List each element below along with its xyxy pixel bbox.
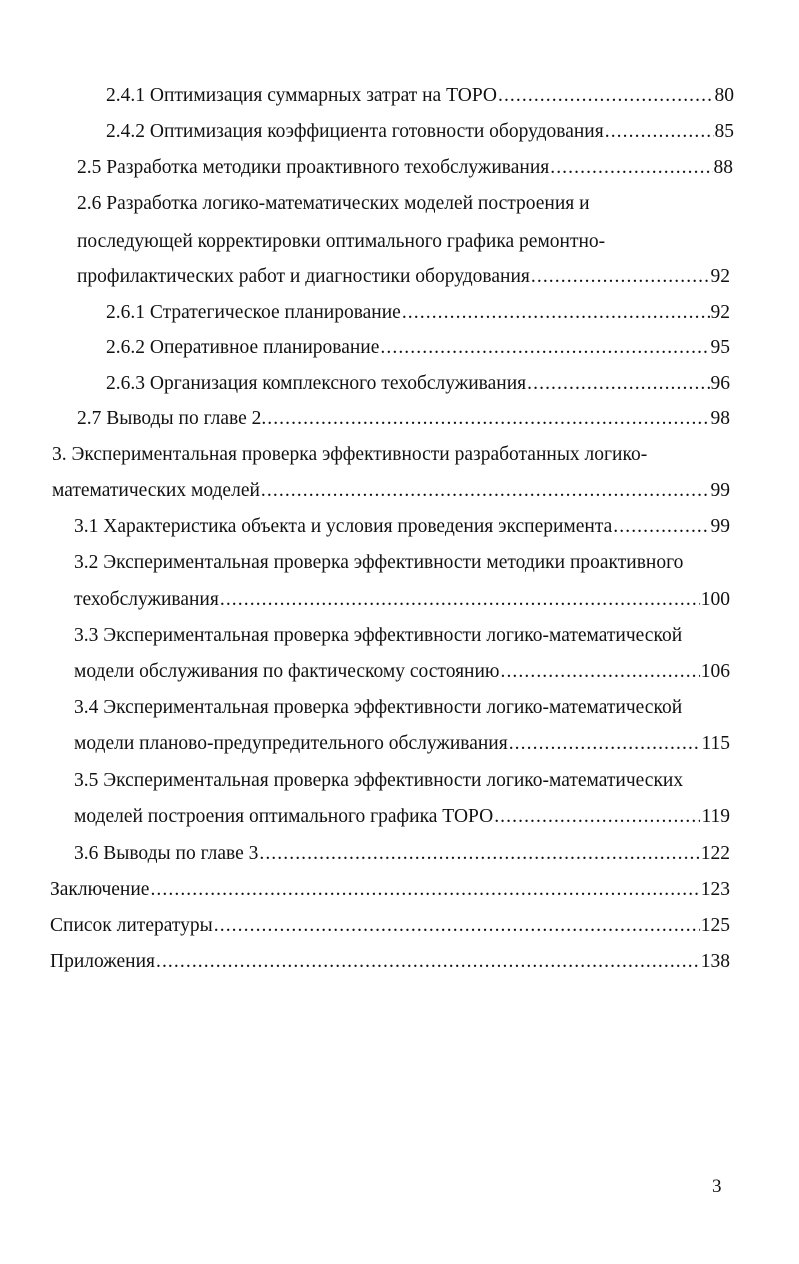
toc-entry-title: Приложения	[50, 951, 155, 972]
toc-entry-title: 2.7 Выводы по главе 2.	[77, 408, 267, 429]
toc-entry-title: Заключение	[50, 879, 150, 900]
toc-entry-title: 2.6.3 Организация комплексного техобслуживания	[106, 373, 527, 394]
toc-entry-title: Список литературы	[50, 915, 213, 936]
dot-leader	[527, 369, 709, 399]
dot-leader	[402, 298, 710, 328]
dot-leader	[380, 333, 709, 363]
dot-leader	[267, 404, 709, 434]
toc-entry-2-6	[77, 262, 730, 292]
toc-entry-page: 122	[700, 843, 730, 864]
toc-entry-page: 80	[714, 85, 734, 106]
toc-entry-appendix	[50, 947, 730, 977]
toc-entry-2-6-2	[106, 333, 730, 363]
toc-entry-2-4-2	[106, 117, 734, 147]
toc-entry-3-2	[74, 585, 730, 615]
toc-entry-page: 99	[710, 516, 730, 537]
dot-leader	[613, 512, 709, 542]
toc-entry-page: 100	[700, 589, 730, 610]
toc-entry-title: 2.4.2 Оптимизация коэффициента готовности оборудования	[106, 121, 604, 142]
dot-leader	[531, 262, 710, 292]
toc-entry-page: 96	[710, 373, 730, 394]
dot-leader	[156, 947, 700, 977]
toc-entry-3-5	[74, 802, 730, 832]
dot-leader	[494, 802, 700, 832]
dot-leader	[150, 875, 699, 905]
toc-entry-page: 88	[713, 157, 733, 178]
toc-entry-title: профилактических работ и диагностики оборудования	[77, 266, 530, 287]
dot-leader	[605, 117, 714, 147]
dot-leader	[500, 657, 699, 687]
dot-leader	[509, 729, 701, 759]
toc-entry-page: 98	[710, 408, 730, 429]
toc-entry-3-4	[74, 729, 730, 759]
toc-entry-page: 138	[700, 951, 730, 972]
toc-entry-page: 92	[710, 266, 730, 287]
dot-leader	[214, 911, 700, 941]
toc-entry-title: модели обслуживания по фактическому состоянию	[74, 661, 500, 682]
dot-leader	[220, 585, 700, 615]
dot-leader	[550, 153, 712, 183]
toc-entry-3-3	[74, 657, 730, 687]
toc-entry-title: 2.6.2 Оперативное планирование	[106, 337, 380, 358]
toc-entry-title: техобслуживания	[74, 589, 219, 610]
page-number: 3	[712, 1176, 722, 1197]
dot-leader	[498, 81, 714, 111]
toc-entry-3-4-line1: 3.4 Экспериментальная проверка эффективности логико-математической	[74, 697, 683, 718]
toc-entry-2-6-3	[106, 369, 730, 399]
toc-entry-page: 106	[700, 661, 730, 682]
toc-entry-title: модели планово-предупредительного обслуживания	[74, 733, 508, 754]
toc-entry-references	[50, 911, 730, 941]
toc-entry-page: 92	[710, 302, 730, 323]
toc-entry-3-2-line1: 3.2 Экспериментальная проверка эффективности методики проактивного	[74, 552, 684, 573]
dot-leader	[261, 476, 710, 506]
toc-entry-title: 2.4.1 Оптимизация суммарных затрат на ТОРО	[106, 85, 497, 106]
toc-entry-2-5	[77, 153, 733, 183]
toc-entry-3	[52, 476, 730, 506]
toc-entry-3-3-line1: 3.3 Экспериментальная проверка эффективности логико-математической	[74, 625, 683, 646]
toc-entry-title: моделей построения оптимального графика ТОРО	[74, 806, 494, 827]
toc-entry-title: 2.6.1 Стратегическое планирование	[106, 302, 401, 323]
toc-entry-page: 119	[701, 806, 730, 827]
toc-entry-title: 3.6 Выводы по главе 3	[74, 843, 259, 864]
toc-entry-3-6	[74, 839, 730, 869]
toc-entry-title: математических моделей	[52, 480, 260, 501]
toc-entry-conclusion	[50, 875, 730, 905]
toc-entry-page: 123	[700, 879, 730, 900]
toc-entry-2-4-1	[106, 81, 734, 111]
toc-entry-2-6-line2: последующей корректировки оптимального графика ремонтно-	[77, 231, 606, 252]
toc-entry-2-6-1	[106, 298, 730, 328]
toc-entry-page: 95	[710, 337, 730, 358]
toc-entry-2-6-line1: 2.6 Разработка логико-математических моделей построения и	[77, 193, 590, 214]
toc-entry-page: 99	[710, 480, 730, 501]
toc-entry-page: 115	[701, 733, 730, 754]
toc-entry-page: 125	[700, 915, 730, 936]
toc-entry-3-1	[74, 512, 730, 542]
toc-entry-title: 3.1 Характеристика объекта и условия проведения эксперимента	[74, 516, 613, 537]
toc-entry-3-5-line1: 3.5 Экспериментальная проверка эффективности логико-математических	[74, 770, 684, 791]
toc-entry-2-7	[77, 404, 730, 434]
toc-entry-title: 2.5 Разработка методики проактивного техобслуживания	[77, 157, 550, 178]
toc-entry-3-line1: 3. Экспериментальная проверка эффективности разработанных логико-	[52, 444, 648, 465]
toc-entry-page: 85	[714, 121, 734, 142]
dot-leader	[259, 839, 699, 869]
